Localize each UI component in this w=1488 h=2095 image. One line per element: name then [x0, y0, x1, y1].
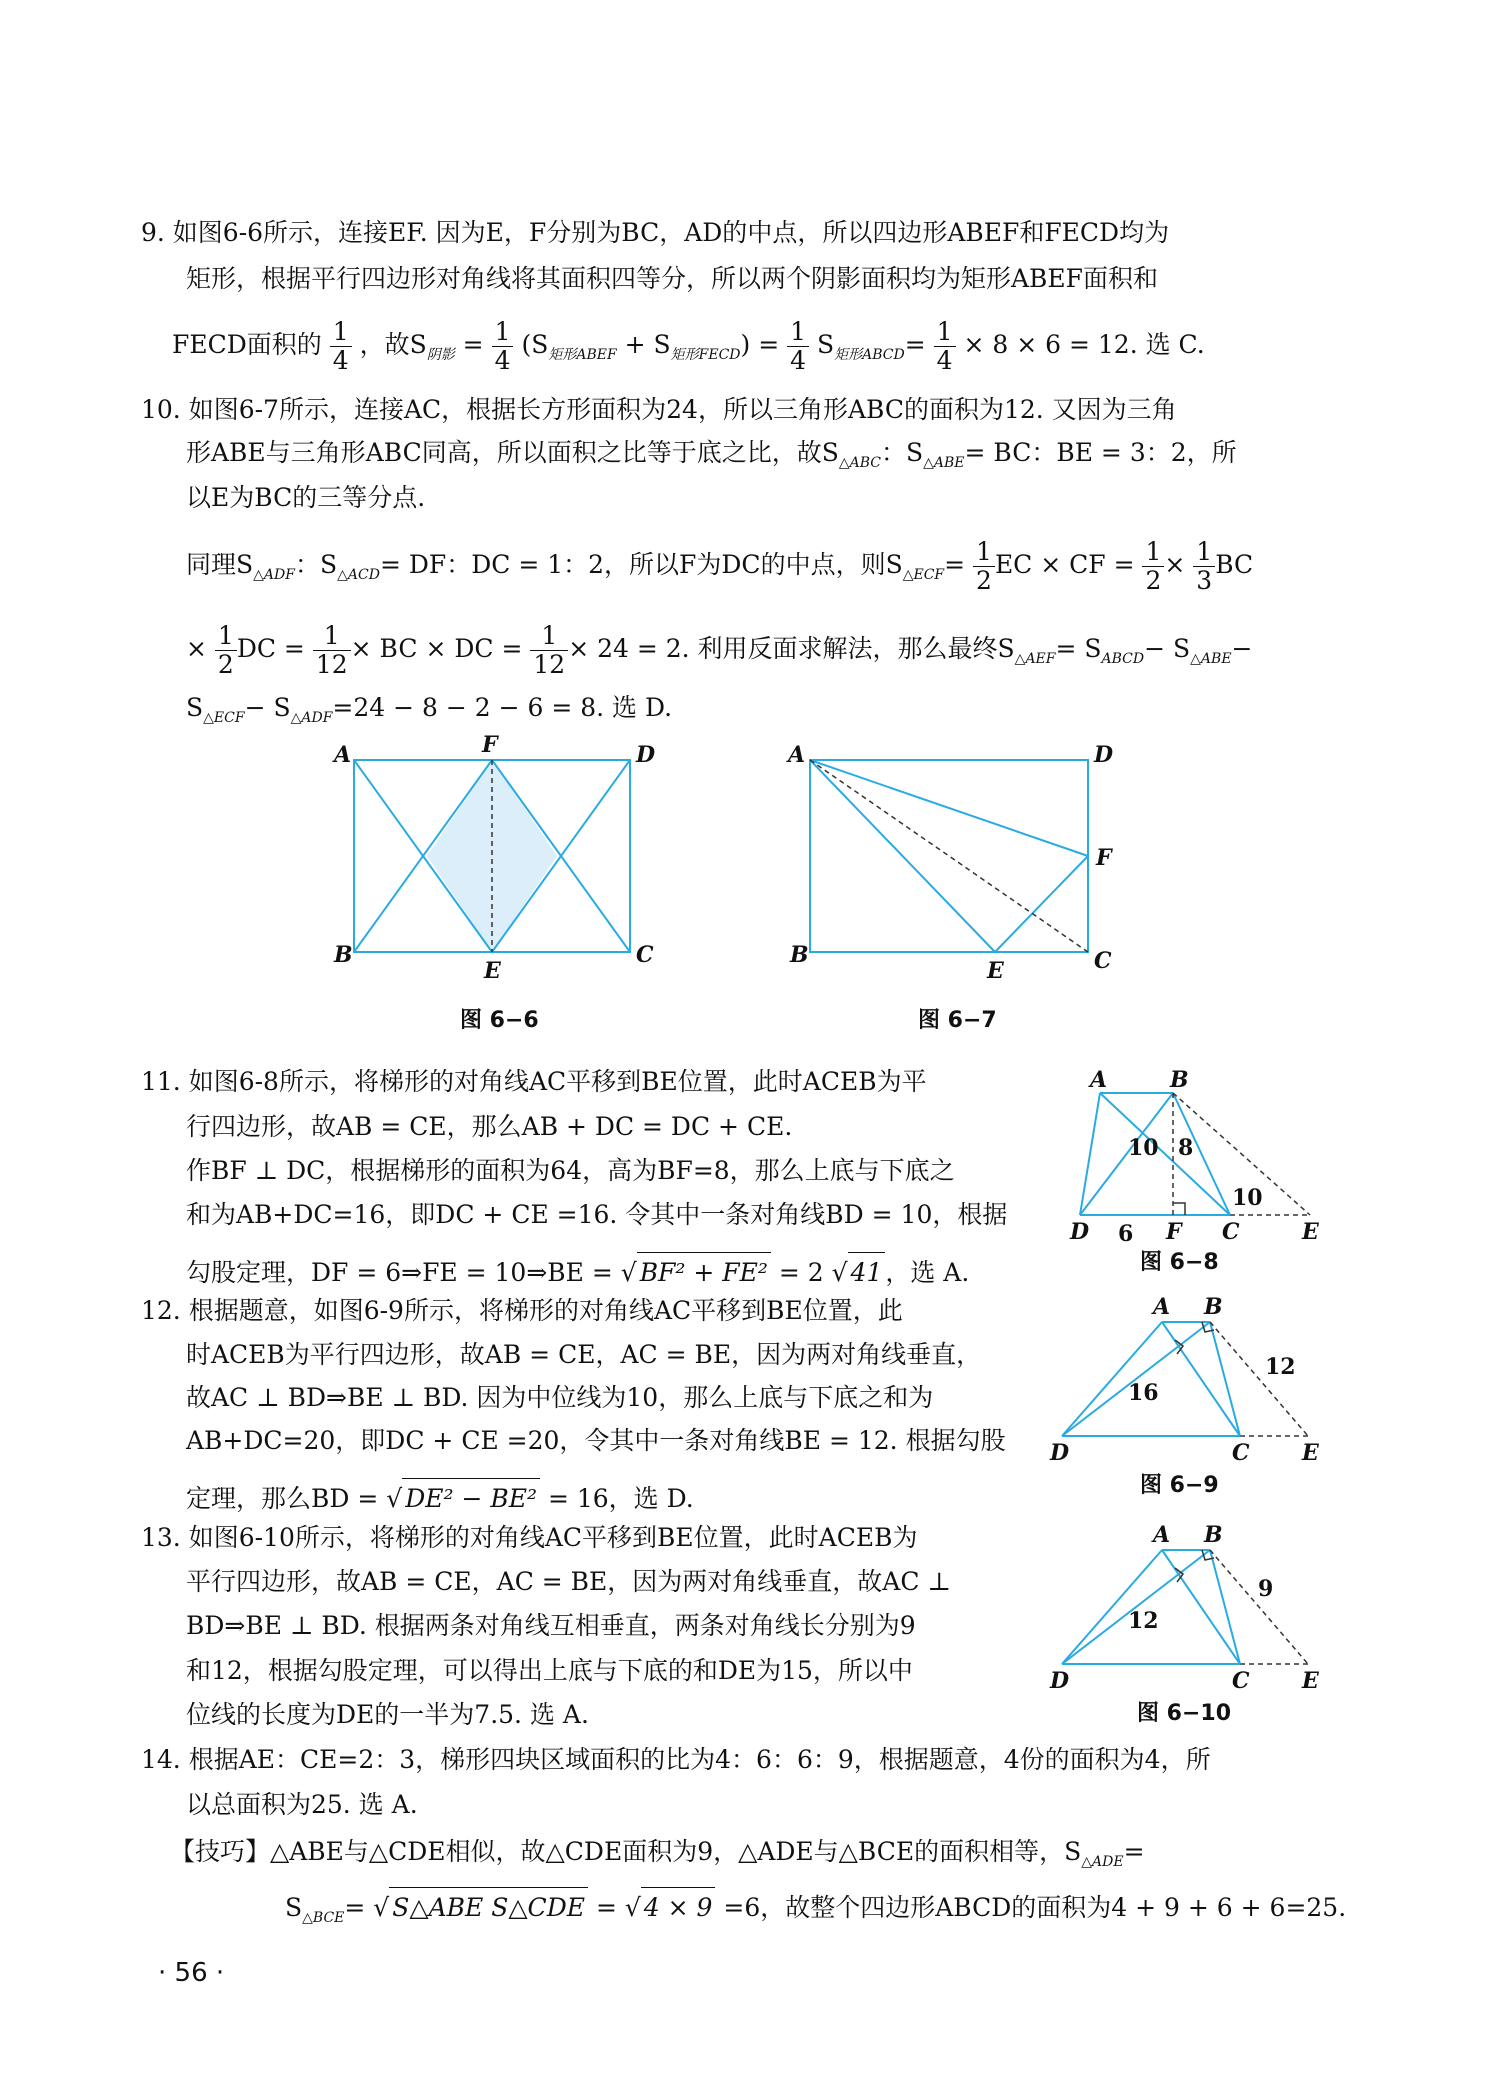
p10-line3: 以E为BC的三等分点.: [186, 483, 426, 512]
figure-6-9-caption: 图 6−9: [1140, 1473, 1219, 1498]
figure-6-7-caption: 图 6−7: [918, 1008, 997, 1033]
label-C: C: [1232, 1668, 1250, 1694]
label-B: B: [1170, 1067, 1189, 1093]
label-A: A: [1090, 1067, 1108, 1093]
p9-line2: 矩形，根据平行四边形对角线将其面积四等分，所以两个阴影面积均为矩形ABEF面积和: [186, 264, 1159, 293]
figure-6-10-caption: 图 6−10: [1137, 1701, 1232, 1726]
label-D: D: [1070, 1219, 1090, 1245]
p13-line1: 13. 如图6-10所示，将梯形的对角线AC平移到BE位置，此时ACEB为: [141, 1523, 918, 1552]
p12-line5: 定理，那么BD = √ DE² − BE² = 16，选 D.: [186, 1478, 694, 1519]
label-F: F: [482, 732, 498, 758]
label-C: C: [636, 942, 654, 968]
label-A: A: [788, 742, 806, 768]
label-B: B: [334, 942, 353, 968]
p14-line2: 以总面积为25. 选 A.: [186, 1790, 418, 1819]
p13-line3: BD⇒BE ⊥ BD. 根据两条对角线互相垂直，两条对角线长分别为9: [186, 1611, 916, 1640]
p14-line1: 14. 根据AE：CE=2：3，梯形四块区域面积的比为4：6：6：9，根据题意，4份的面积为4，所: [141, 1745, 1211, 1774]
p11-line3: 作BF ⊥ DC，根据梯形的面积为64，高为BF=8，那么上底与下底之: [186, 1156, 955, 1185]
p13-line4: 和12，根据勾股定理，可以得出上底与下底的和DE为15，所以中: [186, 1656, 913, 1685]
figure-6-7: [780, 740, 1130, 1000]
p13-line2: 平行四边形，故AB = CE，AC = BE，因为两对角线垂直，故AC ⊥: [186, 1567, 951, 1596]
label-D: D: [1094, 742, 1114, 768]
p14-line4: $S_{\triangle BCE}=$ √ S△ABE S△CDE = √ 4 × 9 =6，故整个四边形ABCD的面积为4 + 9 + 6 + 6=25.: [285, 1887, 1346, 1938]
label-E: E: [1302, 1440, 1319, 1466]
p10-line6: $S_{\triangle ECF}- S_{\triangle ADF}=24 - 8 - 2 - 6 = 8$. 选 D.: [186, 693, 673, 726]
label-B: B: [1204, 1522, 1223, 1548]
label-D: D: [1050, 1440, 1070, 1466]
p11-line2: 行四边形，故AB = CE，那么AB + DC = DC + CE.: [186, 1112, 793, 1141]
figure-6-9: [1050, 1294, 1330, 1466]
page-number: · 56 ·: [158, 1958, 225, 1988]
label-D: D: [636, 742, 656, 768]
label-6: 6: [1118, 1221, 1134, 1247]
label-F: F: [1166, 1219, 1182, 1245]
label-C: C: [1232, 1440, 1250, 1466]
label-D: D: [1050, 1668, 1070, 1694]
p10-line2: 形ABE与三角形ABC同高，所以面积之比等于底之比，故$S_{\triangle ABC}$：$S_{\triangle ABE}=$ BC：BE = 3：2，所: [186, 438, 1237, 471]
figure-6-8: [1070, 1067, 1330, 1247]
p13-line5: 位线的长度为DE的一半为7.5. 选 A.: [186, 1700, 589, 1729]
p12-line1: 12. 根据题意，如图6-9所示，将梯形的对角线AC平移到BE位置，此: [141, 1296, 903, 1325]
p10-line1: 10. 如图6-7所示，连接AC，根据长方形面积为24，所以三角形ABC的面积为12. 又因为三角: [141, 395, 1177, 424]
label-8: 8: [1178, 1135, 1194, 1161]
label-E: E: [987, 958, 1004, 984]
label-10b: 10: [1232, 1185, 1263, 1211]
figure-6-6-caption: 图 6−6: [460, 1008, 539, 1033]
p11-line5: 勾股定理，DF = 6⇒FE = 10⇒BE = √ BF² + FE² = 2 √ 41 ，选 A.: [186, 1252, 969, 1293]
p11-line1: 11. 如图6-8所示，将梯形的对角线AC平移到BE位置，此时ACEB为平: [141, 1067, 927, 1096]
label-10a: 10: [1128, 1135, 1159, 1161]
label-C: C: [1222, 1219, 1240, 1245]
label-16: 16: [1128, 1380, 1159, 1406]
p12-line2: 时ACEB为平行四边形，故AB = CE，AC = BE，因为两对角线垂直，: [186, 1340, 982, 1369]
p11-line4: 和为AB+DC=16，即DC + CE =16. 令其中一条对角线BD = 10，根据: [186, 1200, 1008, 1229]
label-A: A: [1153, 1522, 1171, 1548]
figure-6-8-caption: 图 6−8: [1140, 1250, 1219, 1275]
p14-line3: 【技巧】△ABE与△CDE相似，故△CDE面积为9，△ADE与△BCE的面积相等，$S_{\triangle ADE}=$: [170, 1837, 1145, 1870]
p9-line1: 9. 如图6-6所示，连接EF. 因为E，F分别为BC，AD的中点，所以四边形ABEF和FECD均为: [141, 218, 1170, 247]
label-E: E: [1302, 1219, 1319, 1245]
p12-line4: AB+DC=20，即DC + CE =20，令其中一条对角线BE = 12. 根据勾股: [186, 1426, 1006, 1455]
figure-6-10: [1050, 1522, 1330, 1694]
p12-line3: 故AC ⊥ BD⇒BE ⊥ BD. 因为中位线为10，那么上底与下底之和为: [186, 1383, 934, 1412]
label-12: 12: [1265, 1354, 1296, 1380]
label-A: A: [334, 742, 352, 768]
label-F: F: [1096, 845, 1112, 871]
label-C: C: [1094, 948, 1112, 974]
label-9: 9: [1258, 1576, 1274, 1602]
label-B: B: [1204, 1294, 1223, 1320]
label-A: A: [1153, 1294, 1171, 1320]
p10-line5: × $\frac{1}{2}$ DC = $\frac{1}{12}$ × BC × DC = $\frac{1}{12}$ × 24 = 2. 利用反面求解法，那么最终$S_{\triangle AEF}= S_{ABCD}- S_{\triangle ABE}-$: [186, 621, 1253, 679]
label-E: E: [484, 958, 501, 984]
label-E: E: [1302, 1668, 1319, 1694]
p9-line3: FECD面积的 $\frac{1}{4}$ ，故$S_{阴影}$ = $\frac{1}{4}$ $(S_{矩形ABEF} + S_{矩形FECD})$ = $\frac{1}{4}$ $S_{矩形ABCD}=$ $\frac{1}{4}$ × 8 × 6 = 12. 选 C.: [172, 317, 1205, 375]
figure-6-6: [330, 732, 660, 1000]
p10-line4: 同理$S_{\triangle ADF}$：$S_{\triangle ACD}=$ DF：DC = 1：2，所以F为DC的中点，则$S_{\triangle ECF}=$ $\frac{1}{2}$ EC × CF = $\frac{1}{2}$ × $\frac{1}{3}$ BC: [186, 537, 1254, 595]
label-12: 12: [1128, 1608, 1159, 1634]
label-B: B: [790, 942, 809, 968]
